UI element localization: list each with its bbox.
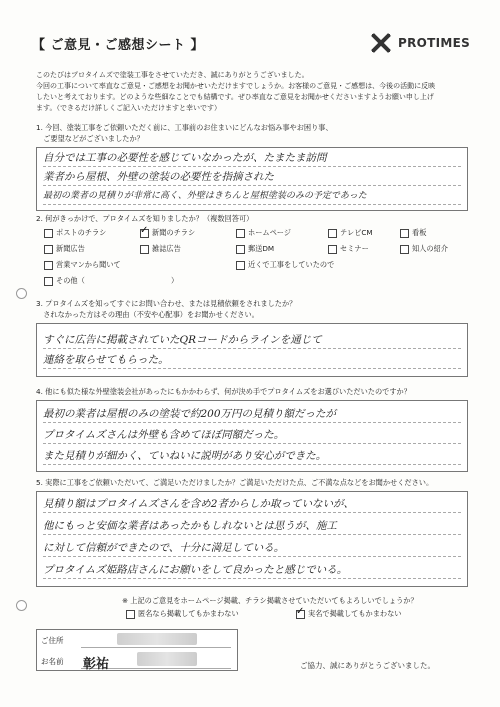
option-label: テレビCM (340, 228, 373, 237)
option-label: 新聞のチラシ (152, 228, 196, 237)
option-label: 知人の紹介 (412, 244, 448, 253)
checkbox[interactable] (140, 245, 149, 254)
checkbox[interactable] (236, 261, 245, 270)
answer-5-line: 見積り額はプロタイムズさんを含め2者からしか取っていないが、 (43, 496, 461, 513)
checkbox[interactable] (236, 229, 245, 238)
option-referral[interactable] (400, 244, 460, 254)
answer-3-line: すぐに広告に掲載されていたQRコードからラインを通じて (43, 332, 461, 349)
option-nearby-work[interactable] (236, 260, 376, 270)
option-seminar[interactable] (328, 244, 400, 254)
thanks-message: ご協力、誠にありがとうございました。 (300, 661, 435, 670)
checkbox[interactable] (400, 245, 409, 254)
option-real-name[interactable] (296, 609, 401, 619)
intro-line: したいと考えております。どのような些細なことでも結構です。ぜひ率直なご意見をお聞かせくださいますようお願い申し上げ (36, 93, 434, 101)
answer-3-line: 連絡を取らせてもらった。 (43, 352, 461, 369)
punch-hole (16, 600, 27, 611)
address-label: ご住所 (41, 636, 64, 645)
checkbox-checked[interactable] (140, 229, 149, 238)
question-3-line: 3. プロタイムズを知ってすぐにお問い合わせ、または見積依頼をされましたか？ (36, 299, 297, 308)
option-label: 営業マンから聞いて (56, 260, 121, 269)
option-tv-cm[interactable] (328, 228, 400, 238)
checkbox[interactable] (126, 610, 135, 619)
option-newspaper-ad[interactable] (44, 244, 140, 254)
answer-5-box[interactable] (36, 491, 468, 587)
answer-5-line: に対して信頼ができたので、十分に満足している。 (43, 540, 461, 557)
answer-1-line: 業者から屋根、外壁の塗装の必要性を指摘された (43, 169, 461, 186)
option-label: 雑誌広告 (152, 244, 181, 253)
address-field[interactable] (81, 647, 231, 648)
source-options-row (44, 276, 178, 286)
intro-line: このたびはプロタイムズで塗装工事をさせていただき、誠にありがとうございました。 (36, 71, 309, 79)
handwritten-name: 彰祐 (83, 657, 110, 672)
checkbox[interactable] (236, 245, 245, 254)
question-4-line: 4. 他にも似た様な外壁塗装会社があったにもかかわらず、何が決め手でプロタイムズをお選びいただいたのですか？ (36, 387, 411, 396)
answer-1-line: 最初の業者の見積りが非常に高く、外壁はきちんと屋根塗装のみの予定であった (43, 188, 461, 205)
brand-logo (368, 30, 478, 56)
question-3 (36, 298, 476, 320)
publish-permission-question: ※ 上記のご意見をホームページ掲載、チラシ掲載させていただいてもよろしいでしょうか？ (122, 596, 418, 605)
option-label: 匿名なら掲載してもかまわない (138, 609, 239, 618)
option-anonymous[interactable] (126, 609, 296, 619)
checkbox[interactable] (44, 261, 53, 270)
option-newspaper-flyer[interactable] (140, 228, 236, 238)
option-label: 郵送DM (248, 244, 275, 253)
customer-info-box (36, 629, 238, 671)
question-1 (36, 122, 476, 144)
question-1-line: ご要望などがございましたか？ (36, 134, 144, 143)
option-label: ホームページ (248, 228, 291, 237)
redacted-name (137, 652, 197, 666)
answer-4-box[interactable] (36, 400, 468, 472)
answer-3-box[interactable] (36, 323, 468, 377)
checkbox[interactable] (44, 229, 53, 238)
question-5 (36, 477, 476, 488)
intro-text (36, 70, 476, 114)
protimes-logo-icon (368, 30, 394, 56)
option-sales-rep[interactable] (44, 260, 236, 270)
redacted-address (117, 633, 197, 645)
question-3-line: されなかった方はその理由（不安や心配事）をお聞かせください。 (36, 310, 259, 319)
option-other[interactable] (44, 276, 178, 286)
option-direct-mail[interactable] (236, 244, 328, 254)
question-4 (36, 386, 476, 397)
source-options-row (44, 228, 450, 238)
answer-4-line: プロタイムズさんは外壁も含めてほぼ同額だった。 (43, 427, 461, 444)
source-options-row (44, 244, 460, 254)
checkbox[interactable] (328, 229, 337, 238)
option-label: その他（ ） (56, 276, 179, 285)
sheet-title: 【 ご意見・ご感想シート 】 (32, 38, 205, 53)
publish-permission-options (126, 609, 401, 619)
option-label: 実名で掲載してもかまわない (308, 609, 402, 618)
answer-1-line: 自分では工事の必要性を感じていなかったが、たまたま訪問 (43, 150, 461, 167)
option-label: セミナー (340, 244, 369, 253)
source-options-row (44, 260, 376, 270)
option-post-flyer[interactable] (44, 228, 140, 238)
answer-5-line: 他にもっと安価な業者はあったかもしれないとは思うが、施工 (43, 518, 461, 535)
brand-name: PROTIMES (398, 36, 471, 50)
checkbox[interactable] (400, 229, 409, 238)
punch-hole (16, 288, 27, 299)
option-label: 新聞広告 (56, 244, 85, 253)
intro-line: 今回の工事について率直なご意見・ご感想をお聞かせいただけますでしょうか。お客様のご意見・ご感想は、今後の活動に反映 (36, 82, 436, 90)
checkbox[interactable] (44, 277, 53, 286)
intro-line: ます。（できるだけ詳しくご記入いただけますと幸いです） (36, 104, 221, 112)
option-magazine-ad[interactable] (140, 244, 236, 254)
question-2-line: 2. 何がきっかけで、プロタイムズを知りましたか？（複数回答可） (36, 214, 254, 223)
checkbox[interactable] (44, 245, 53, 254)
answer-5-line: プロタイムズ姫路店さんにお願いをして良かったと感じでいる。 (43, 562, 461, 579)
question-2 (36, 213, 476, 224)
question-5-line: 5. 実際に工事をご依頼いただいて、ご満足いただけましたか？ご満足いただけた点、ご不満な点などをお聞かせください。 (36, 478, 434, 487)
checkbox[interactable] (328, 245, 337, 254)
option-label: 近くで工事をしていたので (248, 260, 335, 269)
option-homepage[interactable] (236, 228, 328, 238)
option-label: 看板 (412, 228, 427, 237)
question-1-line: 1. 今回、塗装工事をご依頼いただく前に、工事前のお住まいにどんなお悩み事やお困り事、 (36, 123, 333, 132)
option-label: ポストのチラシ (56, 228, 107, 237)
option-signboard[interactable] (400, 228, 450, 238)
name-label: お名前 (41, 657, 64, 666)
answer-4-line: 最初の業者は屋根のみの塗装で約200万円の見積り額だったが (43, 406, 461, 423)
answer-4-line: また見積りが細かく、ていねいに説明があり安心ができた。 (43, 448, 461, 465)
checkbox-checked[interactable] (296, 610, 305, 619)
answer-1-box[interactable] (36, 147, 468, 211)
